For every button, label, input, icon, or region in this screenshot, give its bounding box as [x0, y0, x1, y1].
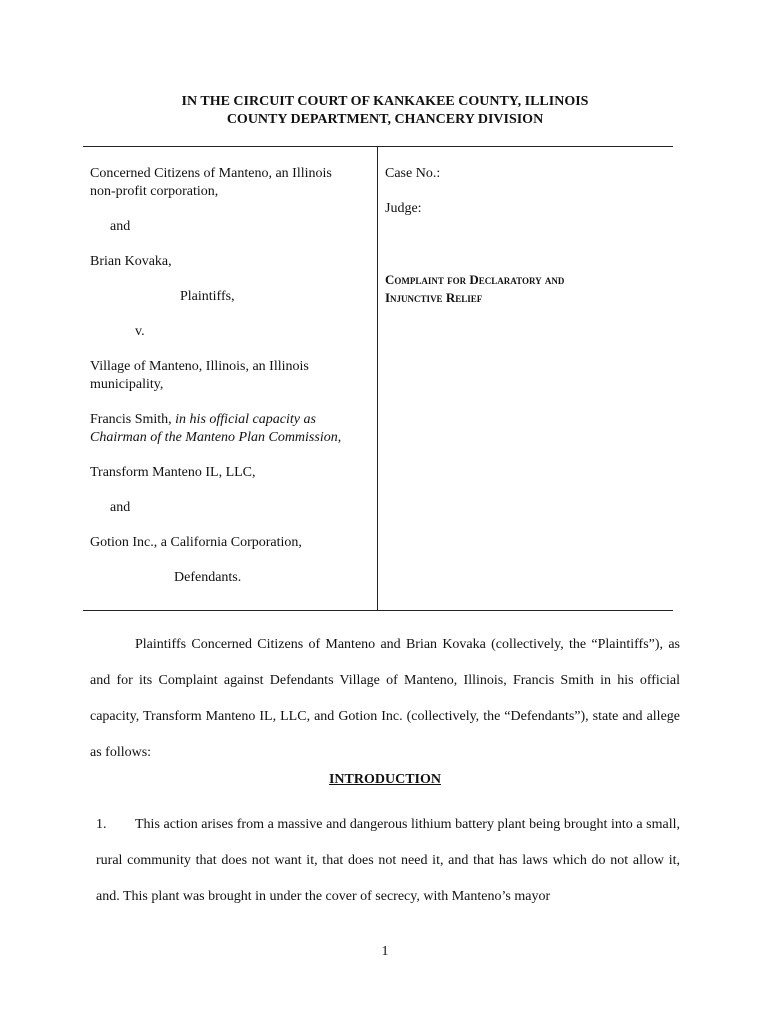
defendant-2-name: Francis Smith, — [90, 412, 176, 427]
conjunction-and-2: and — [110, 500, 131, 515]
caption-top-rule — [83, 146, 673, 147]
versus: v. — [135, 324, 145, 339]
complaint-title-line-2: Injunctive Relief — [385, 290, 483, 305]
caption-case-info — [385, 165, 665, 307]
conjunction-and-1: and — [110, 219, 131, 234]
defendant-2-line-2 — [90, 429, 370, 447]
defendant-2-line-1 — [90, 411, 370, 429]
paragraph-number: 1. — [96, 817, 107, 832]
defendant-4: Gotion Inc., a California Corporation, — [90, 535, 302, 550]
plaintiffs-label: Plaintiffs, — [180, 289, 235, 304]
court-name: IN THE CIRCUIT COURT OF KANKAKEE COUNTY, ILLINOIS — [181, 94, 589, 109]
plaintiff-1-line-2: non-profit corporation, — [90, 184, 219, 199]
opening-text: Plaintiffs Concerned Citizens of Manteno and Brian Kovaka (collectively, the “Plaintiffs”), as and for its Complaint against Defendants Village of Manteno, Illinois, Francis Smith in his official capacity, Transform Manteno IL, LLC, and Gotion Inc. (collectively, the “Defendants”), state and allege as follows: — [90, 637, 680, 760]
paragraph-1 — [96, 807, 680, 915]
defendants-label: Defendants. — [174, 570, 242, 585]
caption-parties — [90, 165, 370, 587]
judge-label: Judge: — [385, 201, 422, 216]
court-header — [0, 93, 770, 129]
caption-divider — [377, 146, 378, 610]
plaintiff-2: Brian Kovaka, — [90, 254, 172, 269]
court-division: COUNTY DEPARTMENT, CHANCERY DIVISION — [226, 112, 544, 127]
defendant-2-capacity-1: in his official capacity as — [175, 412, 316, 427]
opening-paragraph — [90, 627, 680, 771]
defendant-1-line-1: Village of Manteno, Illinois, an Illinois — [90, 359, 309, 374]
defendant-1-line-2: municipality, — [90, 377, 164, 392]
page-number: 1 — [381, 944, 389, 959]
paragraph-1-text: This action arises from a massive and dangerous lithium battery plant being brought into a small, rural community that does not want it, that does not need it, and that has laws which do not allow it, and. This plant was brought in under the cover of secrecy, with Manteno’s mayor — [96, 817, 680, 904]
defendant-2-comma: , — [337, 430, 342, 445]
defendant-2-capacity-2: Chairman of the Manteno Plan Commission — [90, 430, 338, 445]
section-heading-introduction: INTRODUCTION — [328, 772, 441, 787]
plaintiff-1-line-1: Concerned Citizens of Manteno, an Illinois — [90, 166, 332, 181]
caption-bottom-rule — [83, 610, 673, 611]
defendant-3: Transform Manteno IL, LLC, — [90, 465, 256, 480]
case-number-label: Case No.: — [385, 166, 441, 181]
complaint-title-line-1: Complaint for Declaratory and — [385, 272, 565, 287]
